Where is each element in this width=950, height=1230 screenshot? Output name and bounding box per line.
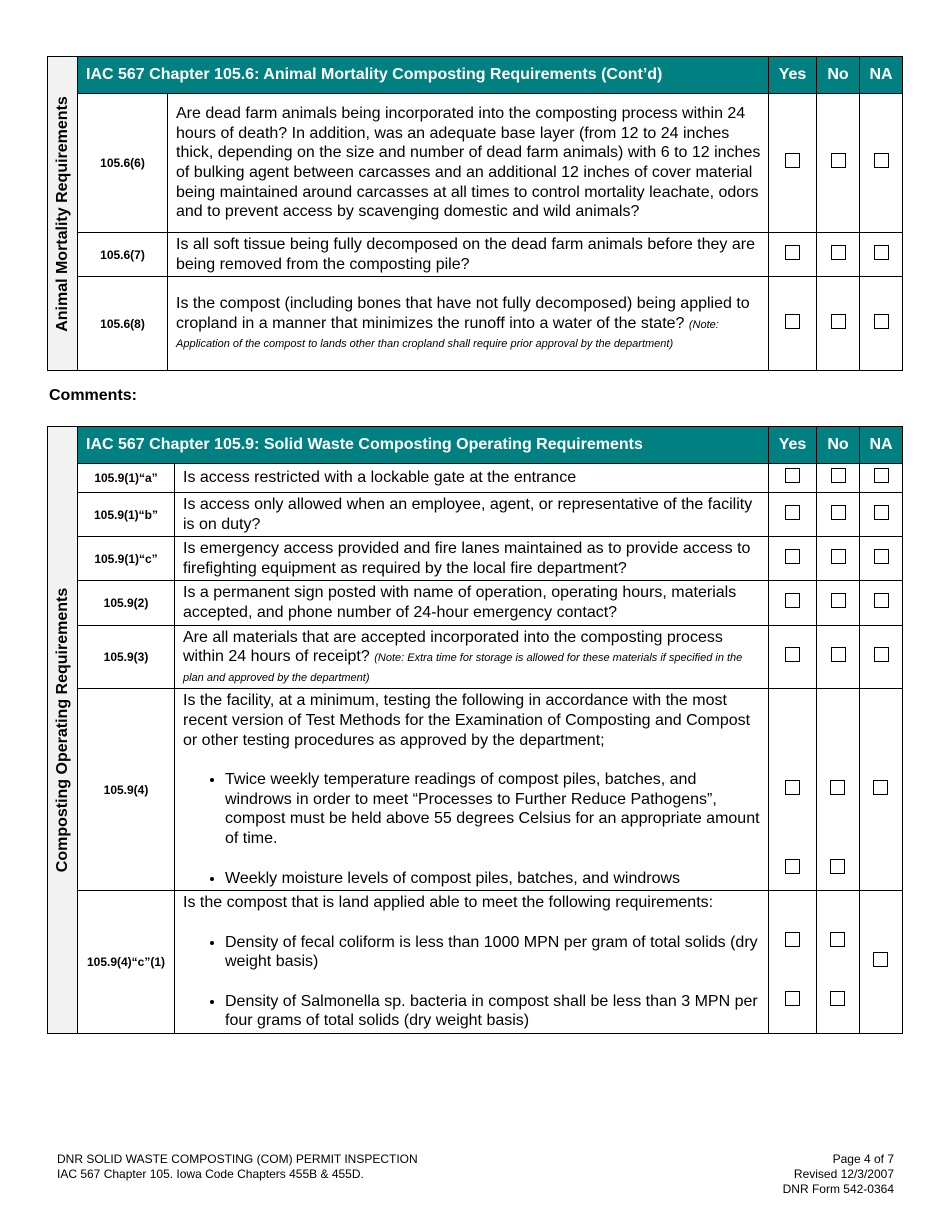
revised-date: Revised 12/3/2007: [793, 1167, 894, 1181]
row-code: 105.9(1)“c”: [78, 537, 175, 581]
table-row: [48, 233, 903, 277]
na-checkbox[interactable]: [874, 153, 889, 168]
na-checkbox[interactable]: [874, 505, 889, 520]
row-code: 105.6(8): [78, 277, 168, 371]
col-na: NA: [860, 57, 903, 94]
yes-checkbox[interactable]: [785, 549, 800, 564]
no-checkbox[interactable]: [831, 153, 846, 168]
bullet-list: [183, 770, 762, 888]
col-no: No: [817, 427, 860, 464]
no-checkbox[interactable]: [831, 314, 846, 329]
no-checkbox[interactable]: [830, 991, 845, 1006]
question-text: Are all materials that are accepted incorporated into the composting process within 24 hours of receipt?: [183, 628, 723, 666]
yes-checkbox[interactable]: [785, 505, 800, 520]
na-checkbox[interactable]: [874, 245, 889, 260]
row-code: 105.9(4)“c”(1): [78, 891, 175, 1034]
table-row: [48, 537, 903, 581]
bullet-list: [183, 933, 762, 1031]
table-row: [48, 625, 903, 689]
row-question: [175, 891, 769, 1034]
yes-checkbox[interactable]: [785, 991, 800, 1006]
col-no: No: [817, 57, 860, 94]
no-checkbox[interactable]: [830, 932, 845, 947]
footer-left: [57, 1152, 418, 1182]
table-row: [48, 277, 903, 371]
na-checkbox[interactable]: [874, 314, 889, 329]
animal-mortality-table: [47, 56, 903, 371]
bullet-item: • Weekly moisture levels of compost piles, batches, and windrows: [225, 869, 762, 889]
bullet-item: • Density of fecal coliform is less than 1000 MPN per gram of total solids (dry weight basis): [225, 933, 762, 972]
question-text: Is the compost that is land applied able to meet the following requirements:: [183, 894, 714, 912]
row-code: 105.9(1)“b”: [78, 493, 175, 537]
row-question: Is access restricted with a lockable gate at the entrance: [175, 464, 769, 493]
yes-checkbox[interactable]: [785, 245, 800, 260]
question-note: (Note: Extra time for storage is allowed for these materials if specified in the plan and approved by the department): [183, 652, 743, 684]
col-yes: Yes: [769, 427, 817, 464]
comments-label: Comments:: [49, 387, 138, 404]
table-row: [48, 891, 903, 1034]
yes-checkbox[interactable]: [785, 647, 800, 662]
no-checkbox[interactable]: [831, 505, 846, 520]
row-question: [175, 625, 769, 689]
no-checkbox[interactable]: [831, 468, 846, 483]
question-text: Is the facility, at a minimum, testing the following in accordance with the most recent version of Test Methods for the Examination of Composting and Compost or other testing procedures as approved by the department;: [183, 692, 751, 749]
yes-checkbox[interactable]: [785, 468, 800, 483]
row-code: 105.9(1)“a”: [78, 464, 175, 493]
bullet-item: • Density of Salmonella sp. bacteria in compost shall be less than 3 MPN per four grams of total solids (dry weight basis): [225, 992, 762, 1031]
yes-checkbox[interactable]: [785, 859, 800, 874]
na-checkbox[interactable]: [874, 549, 889, 564]
row-question: Is access only allowed when an employee, agent, or representative of the facility is on duty?: [175, 493, 769, 537]
row-question: Is a permanent sign posted with name of operation, operating hours, materials accepted, and phone number of 24-hour emergency contact?: [175, 581, 769, 625]
side-label: Animal Mortality Requirements: [53, 95, 71, 332]
table-row: [48, 689, 903, 891]
no-checkbox[interactable]: [831, 647, 846, 662]
table-title: IAC 567 Chapter 105.9: Solid Waste Composting Operating Requirements: [78, 427, 769, 464]
no-checkbox[interactable]: [831, 549, 846, 564]
table-row: [48, 464, 903, 493]
col-na: NA: [860, 427, 903, 464]
composting-operating-table: [47, 426, 903, 1034]
row-question: Is emergency access provided and fire lanes maintained as to provide access to firefighting equipment as required by the local fire department?: [175, 537, 769, 581]
table-title: IAC 567 Chapter 105.6: Animal Mortality Composting Requirements (Cont’d): [78, 57, 769, 94]
row-question: [168, 277, 769, 371]
no-checkbox[interactable]: [830, 780, 845, 795]
footer-citation: IAC 567 Chapter 105. Iowa Code Chapters 455B & 455D.: [57, 1167, 364, 1181]
no-checkbox[interactable]: [831, 245, 846, 260]
yes-checkbox[interactable]: [785, 593, 800, 608]
no-checkbox[interactable]: [830, 859, 845, 874]
side-label-cell: [48, 427, 78, 1034]
yes-checkbox[interactable]: [785, 314, 800, 329]
yes-checkbox[interactable]: [785, 932, 800, 947]
table-row: [48, 94, 903, 233]
na-checkbox[interactable]: [873, 952, 888, 967]
question-note: (Note: Application of the compost to lands other than cropland shall require prior approval by the department): [176, 318, 719, 351]
row-code: 105.6(6): [78, 94, 168, 233]
footer-form-title: DNR SOLID WASTE COMPOSTING (COM) PERMIT INSPECTION: [57, 1152, 418, 1166]
row-code: 105.9(4): [78, 689, 175, 891]
side-label: Composting Operating Requirements: [53, 587, 71, 873]
bullet-item: • Twice weekly temperature readings of compost piles, batches, and windrows in order to meet “Processes to Further Reduce Pathogens”, compost must be held above 55 degrees Celsius for an appropriate amount of time.: [225, 770, 762, 848]
col-yes: Yes: [769, 57, 817, 94]
table-row: [48, 581, 903, 625]
row-question: [175, 689, 769, 891]
row-code: 105.9(3): [78, 625, 175, 689]
na-checkbox[interactable]: [874, 593, 889, 608]
row-code: 105.9(2): [78, 581, 175, 625]
footer-right: [783, 1152, 894, 1197]
yes-checkbox[interactable]: [785, 153, 800, 168]
side-label-cell: [48, 57, 78, 371]
na-checkbox[interactable]: [873, 780, 888, 795]
question-text: Is the compost (including bones that have not fully decomposed) being applied to cropland in a manner that minimizes the runoff into a water of the state?: [176, 295, 750, 332]
row-question: Is all soft tissue being fully decomposed on the dead farm animals before they are being removed from the composting pile?: [168, 233, 769, 277]
page-number: Page 4 of 7: [832, 1152, 894, 1166]
no-checkbox[interactable]: [831, 593, 846, 608]
row-question: Are dead farm animals being incorporated into the composting process within 24 hours of death? In addition, was an adequate base layer (from 12 to 24 inches thick, depending on the size and number of dead farm animals) with 6 to 12 inches of bulking agent between carcasses and an additional 12 inches of cover material being maintained around carcasses at all times to control mortality leachate, odors and to prevent access by scavenging domestic and wild animals?: [168, 94, 769, 233]
row-code: 105.6(7): [78, 233, 168, 277]
table-row: [48, 493, 903, 537]
na-checkbox[interactable]: [874, 647, 889, 662]
form-number: DNR Form 542-0364: [782, 1182, 894, 1196]
na-checkbox[interactable]: [874, 468, 889, 483]
yes-checkbox[interactable]: [785, 780, 800, 795]
